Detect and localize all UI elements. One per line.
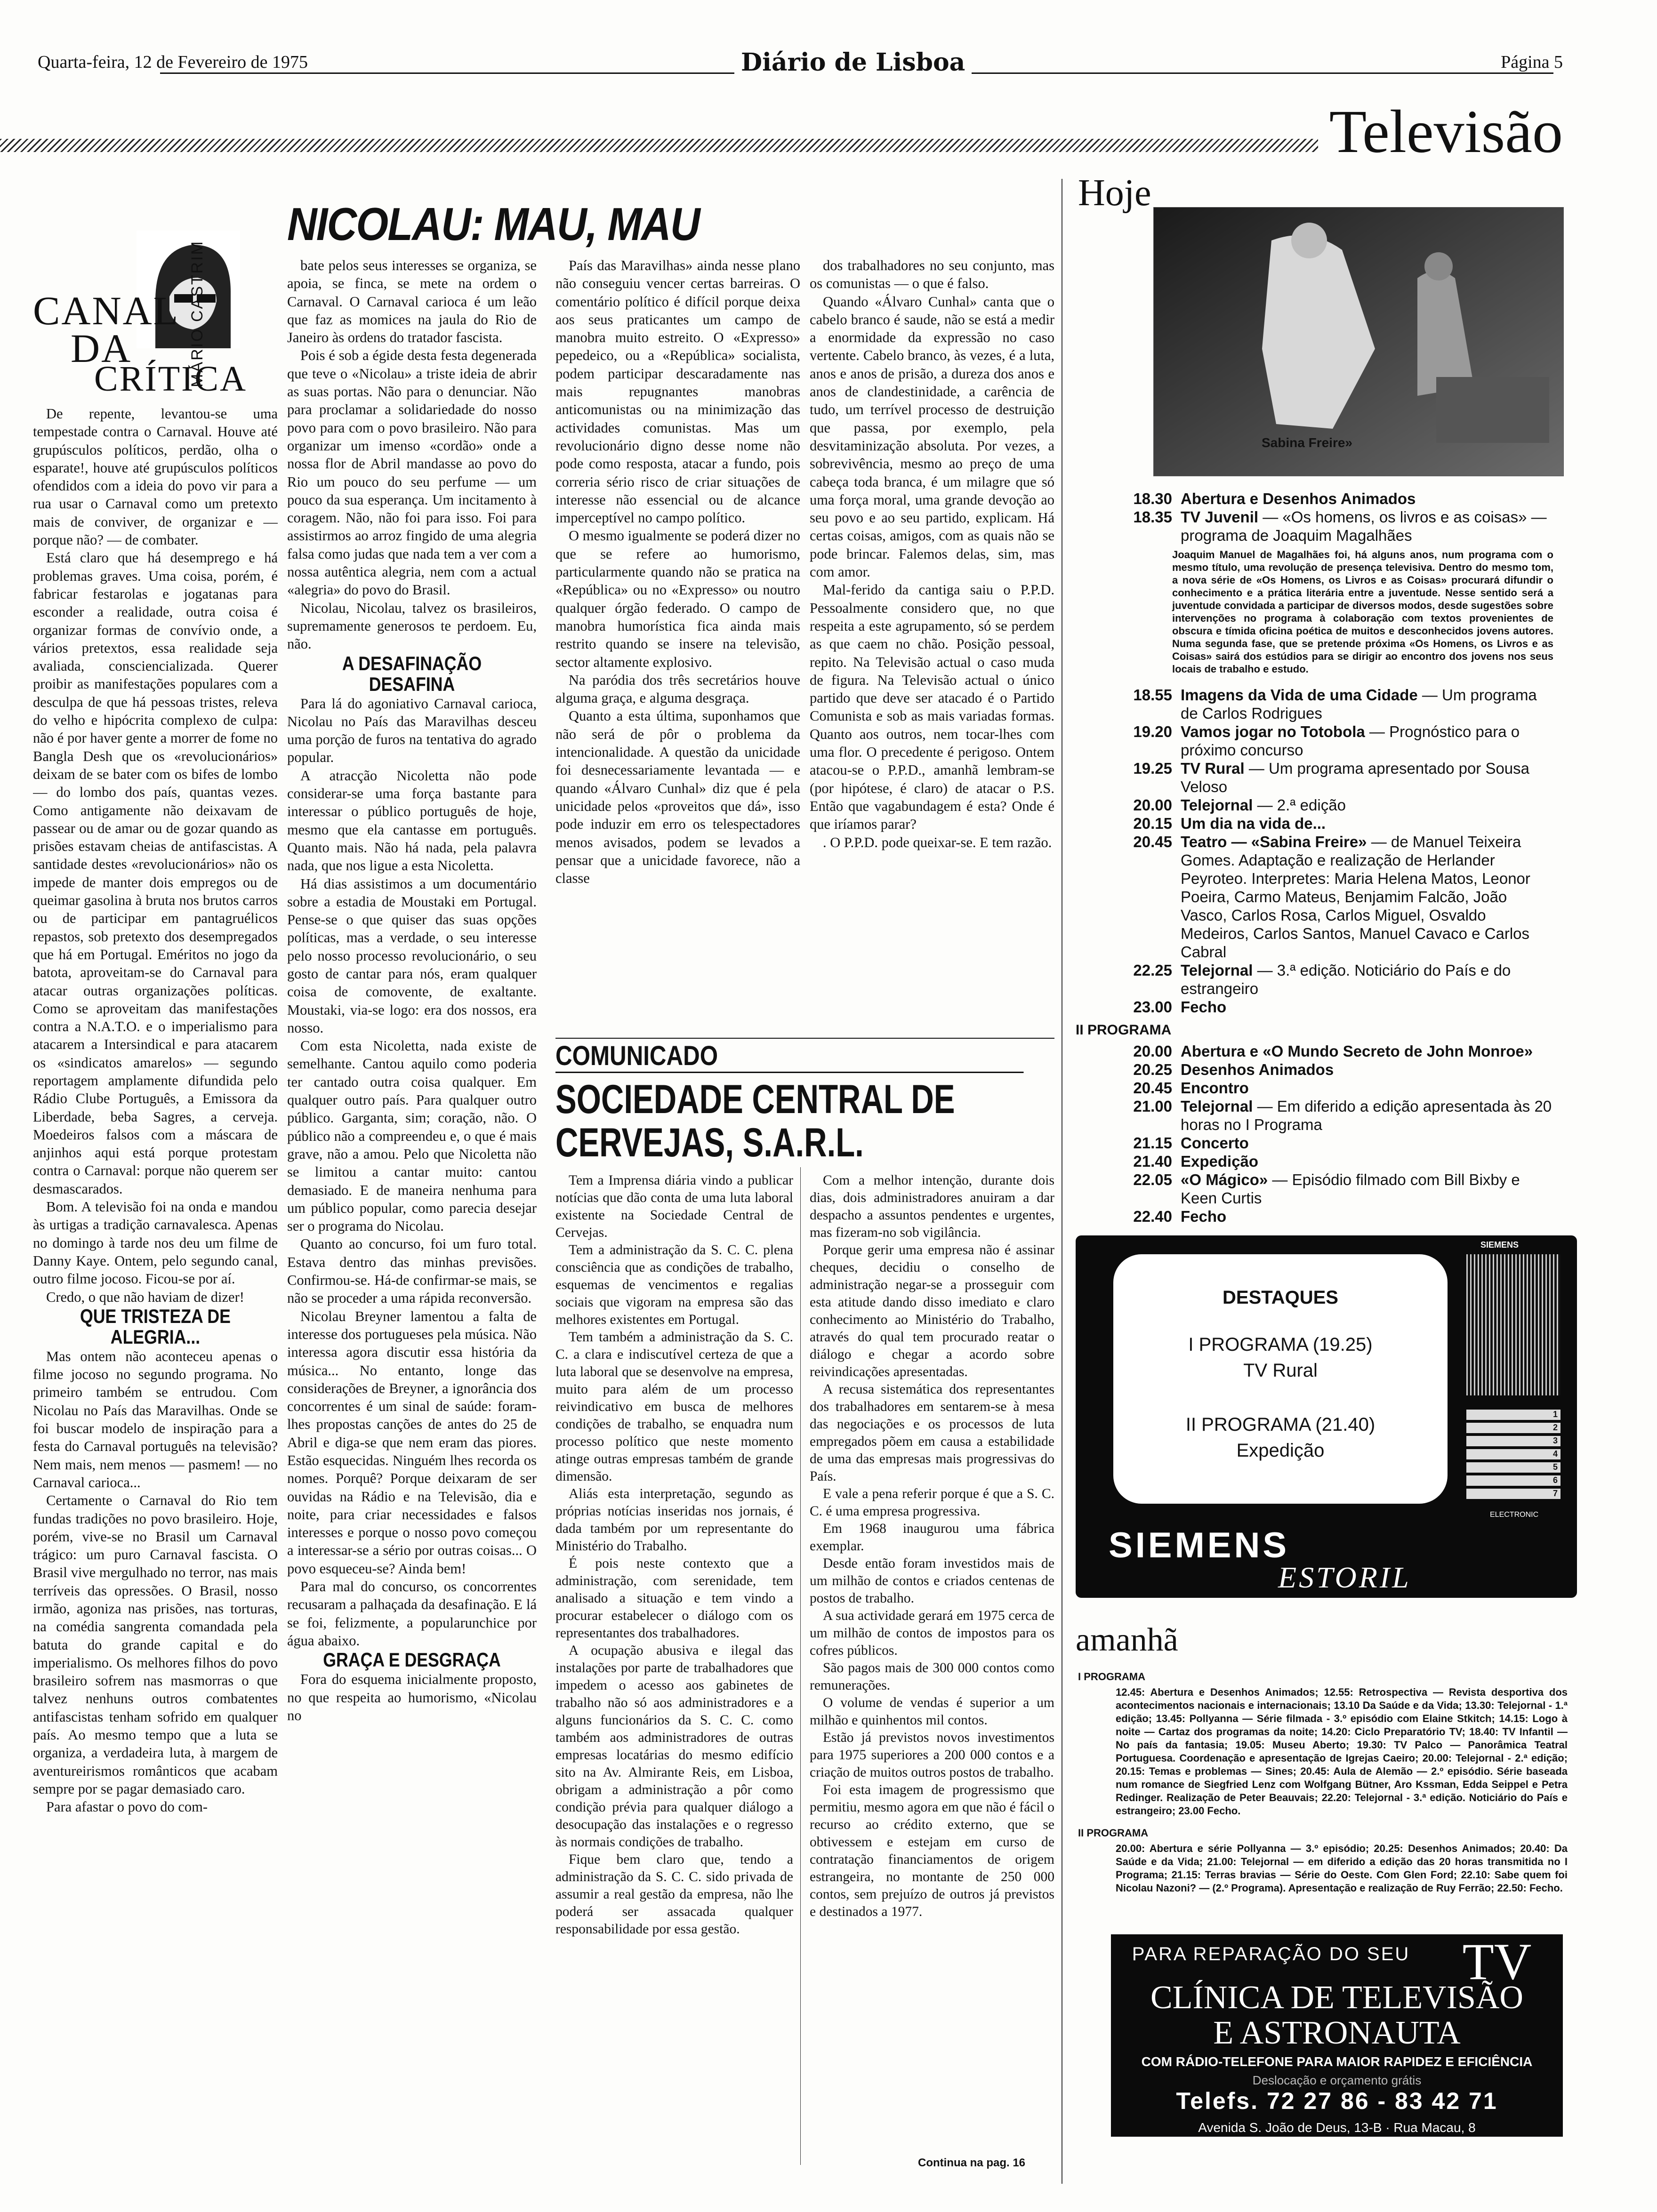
paragraph: Estão já previstos novos investimentos para 1975 superiores a 200 000 contos e a criação de muitos outros postos de trabalho. — [810, 1730, 1054, 1780]
paragraph: São pagos mais de 300 000 contos como remunerações. — [810, 1660, 1054, 1693]
page-number: Página 5 — [1494, 52, 1563, 72]
today-heading: Hoje — [1078, 172, 1151, 214]
schedule-row: 22.40 Fecho — [1133, 1208, 1227, 1225]
section-title: Televisão — [1329, 98, 1563, 166]
subhead-desafinacao: A DESAFINAÇÃO DESAFINA — [342, 652, 482, 695]
continued-note: Continua na pag. 16 — [918, 2156, 1026, 2169]
paragraph: Quanto ao concurso, foi um furo total. Estava dentro das minhas previsões. Confirmou-se. Há-de confirmar-se mais, se não se proceder a uma rápida reconversão. — [287, 1236, 537, 1306]
section-hatch-bar — [0, 139, 1318, 152]
photo-caption: Sabina Freire» — [1262, 435, 1352, 450]
highlight-2-show: Expedição — [1236, 1440, 1325, 1461]
article-headline: NICOLAU: MAU, MAU — [287, 198, 700, 250]
paragraph: Certamente o Carnaval do Rio tem fundas tradições no povo brasileiro. Hoje, porém, vive-se no Brasil um Carnaval trágico: um puro Carnaval fascista. O Brasil vive mergulhado no terror, nas mais terríveis das opressões. O Brasil, nosso irmão, agoniza nas prisões, nas torturas, na comédia sangrenta comandada pela batuta do grande capital e do imperialismo. Os melhores filhos do povo brasileiro sofrem nas masmorras o que talvez nenhuns outros combatentes antifascistas tenham sofrido em qualquer país. Ao mesmo tempo que a luta se organiza, a verdadeira luta, à margem de aventureirismos românticos que acabam sempre por se pagar demasiado caro. — [33, 1492, 278, 1797]
ad-radio-telephone: COM RÁDIO-TELEFONE PARA MAIOR RAPIDEZ E EFICIÊNCIA — [1141, 2054, 1533, 2069]
paragraph: Quando «Álvaro Cunhal» canta que o cabelo branco é saude, não se está a medir a enormidade da expressão no caso vertente. Cabelo branco, às vezes, é a luta, anos e anos de prisão, a dureza dos anos e anos de clandestinidade, a carência de tudo, um terrível processo de destruição que passa, por exemplo, pela desvitaminização absoluta. Por vezes, a sobrevivência, mesmo ao preço de uma cabeça toda branca, é um milagre que só uma força moral, uma grande devoção ao seu povo e ao seu partido, explicam. Há certas coisas, amigos, com as quais não se pode brincar. Falemos delas, sim, mas com amor. — [810, 293, 1054, 580]
highlight-2-program: II PROGRAMA (21.40) — [1185, 1414, 1375, 1435]
communique-column-a — [555, 1172, 793, 2170]
brand-word-da: DA — [71, 326, 132, 371]
brand-word-critica: CRÍTICA — [94, 359, 247, 399]
ad-tv-big: TV — [1462, 1933, 1532, 1990]
paragraph: Nicolau, Nicolau, talvez os brasileiros, supremamente generosos te perdoem. Eu, não. — [287, 600, 537, 652]
paragraph: A sua actividade gerará em 1975 cerca de um milhão de contos de impostos para os cofres públicos. — [810, 1608, 1054, 1658]
ad-phones: Telefs. 72 27 86 - 83 42 71 — [1176, 2088, 1498, 2114]
article-column-4 — [810, 256, 1054, 1014]
paragraph: Mal-ferido da cantiga saiu o P.P.D. Pessoalmente considero que, no que respeita a este agrupamento, só se perdem as que caem no chão. Posição pessoal, repito. Na Televisão actual o caso muda de figura. Na Televisão actual o único partido que deve ser atacado é o Partido Comunista e sob as mais variadas formas. Quanto aos outros, nem tocar-lhes com uma flor. O precedente é perigoso. Ontem atacou-se o P.P.D., amanhã lembram-se (por hipótese, é claro) de atacar o P.S. Então que vagabundagem é esta? Onde é que iríamos parar? — [810, 582, 1054, 833]
paragraph: E vale a pena referir porque é que a S. C. C. é uma empresa progressiva. — [810, 1486, 1054, 1519]
tv-dealer: ESTORIL — [1278, 1561, 1411, 1594]
paragraph: Tem a Imprensa diária vindo a publicar notícias que dão conta de uma luta laboral existente na Sociedade Central de Cervejas. — [555, 1173, 793, 1240]
speaker-grille — [1466, 1254, 1560, 1395]
schedule-row: 20.00 Telejornal — 2.ª edição — [1133, 796, 1346, 814]
communique-title: SOCIEDADE CENTRAL DE CERVEJAS, S.A.R.L. — [555, 1077, 955, 1165]
article-column-2 — [287, 256, 537, 2172]
schedule-row: 19.25 TV Rural — Um programa apresentado por Sousa Veloso — [1133, 760, 1530, 795]
tomorrow-schedule — [1078, 1666, 1568, 1895]
column-author: MÁRIO CASTRIM — [188, 240, 206, 387]
schedule-row: 20.25 Desenhos Animados — [1133, 1061, 1334, 1078]
paragraph: dos trabalhadores no seu conjunto, mas os comunistas — o que é falso. — [810, 257, 1054, 292]
schedule-row: 20.15 Um dia na vida de... — [1133, 815, 1326, 832]
paragraph: Com esta Nicoletta, nada existe de semelhante. Cantou aquilo como poderia ter cantado outra coisa qualquer. Em qualquer outro país. Para qualquer outro público. Garganta, sim; coração, não. O público não a compreendeu e, o que é mais grave, não a amou. Pelo que Nicoletta não se limitou a cantar muito: cantou demasiado. E de maneira nenhuma para um público popular, como parecia desejar ser o programa do Nicolau. — [287, 1038, 537, 1234]
schedule-row: 22.25 Telejornal — 3.ª edição. Noticiário do País e do estrangeiro — [1133, 962, 1511, 997]
paragraph: Quanto a esta última, suponhamos que não será de pôr o problema da intencionalidade. A questão da unicidade foi desnecessariamente levantada — e quando «Álvaro Cunhal» diz que é pela unicidade pelos «proveitos que dá», isso pode induzir em erro os telespectadores menos avisados, podem se levados a pensar que a unicidade favorece, não a classe — [555, 708, 800, 887]
paragraph: Tem também a administração da S. C. C. a clara e indiscutível certeza de que a luta laboral que se desenvolve na empresa, muito para além de um processo reivindicativo em busca de melhores condições de trabalho, se enquadra num processo político que neste momento atinge outras empresas também de grande dimensão. — [555, 1330, 793, 1484]
column-brand — [33, 231, 249, 400]
highlights-title: DESTAQUES — [1223, 1287, 1338, 1308]
subhead-graca: GRAÇA E DESGRAÇA — [323, 1649, 501, 1671]
brand-word-canal: CANAL — [33, 288, 180, 333]
paragraph: Foi esta imagem de progressismo que permitiu, mesmo agora em que não é fácil o recurso ao crédito externo, que se obtivessem e estejam em curso de contratação financiamentos de origem estrangeira, no montante de 250 000 contos, sem prejuízo de outros já previstos e destinados a 1977. — [810, 1782, 1054, 1919]
highlight-1-show: TV Rural — [1243, 1360, 1318, 1381]
ad-free-quote: Deslocação e orçamento grátis — [1252, 2073, 1422, 2087]
paragraph: Está claro que há desemprego e há problemas graves. Uma coisa, porém, é fabricar festarolas e jogatanas para esconder a realidade, outra coisa é organizar formas de convívio onde, a vários pretextos, essa realidade seja avaliada, consciencializada. Querer proibir as manifestações populares com a desculpa de que há pessoas tristes, releva do velho e hipócrita complexo de culpa: não é por haver gente a morrer de fome no Bangla Desh que os «revolucionários» deixam de se bater com os bifes de lombo — do lombo dos país, quantas vezes. Como antigamente não deixavam de passear ou de amar ou de gozar quando as prisões estavam cheias de antifascistas. A santidade destes «revolucionários» não os impede de manter dois empregos ou de queimar gasolina à bruta nos brutos carros ou de participar em pantagruélicos repastos, sob pretexto dos desempregados que há em Portugal. Eméritos no jogo da batota, aproveitam-se do Carnaval para atacar outras organizações políticas. Como se aproveitam das manifestações contra a N.A.T.O. e o imperialismo para atacarem a Intersindical e para atacarem os «sindicatos amarelos» — segundo reportagem amplamente difundida pelo Rádio Clube Português, a Emissora da Liberdade, beba Sagres, a cerveja. Moedeiros falsos com a máscara de anjinhos aqui está porque protestam contra o Carnaval: porque não querem ser desmascarados. — [33, 550, 278, 1197]
communique-label: COMUNICADO — [555, 1040, 1024, 1073]
schedule-row: 21.40 Expedição — [1133, 1153, 1259, 1170]
masthead — [38, 48, 1563, 80]
schedule-row: 21.15 Concerto — [1133, 1134, 1249, 1152]
channel-keys: 1 2 3 4 5 6 7 — [1466, 1410, 1560, 1502]
ad-clinic-name: CLÍNICA DE TELEVISÃO — [1150, 1980, 1523, 2016]
article-column-3 — [555, 256, 800, 1014]
communique-top-rule — [555, 1038, 1054, 1039]
paragraph: Desde então foram investidos mais de um milhão de contos e criados centenas de postos de trabalho. — [810, 1556, 1054, 1606]
schedule-row: 19.20 Vamos jogar no Totobola — Prognóstico para o próximo concurso — [1133, 723, 1520, 759]
tomorrow-second-program-label: II PROGRAMA — [1078, 1827, 1149, 1839]
ad-astronauta: E ASTRONAUTA — [1213, 2015, 1461, 2051]
communique-header — [555, 1040, 1045, 1164]
paragraph: Aliás esta interpretação, segundo as próprias notícias inseridas nos jornais, é dada também por um representante do Ministério do Trabalho. — [555, 1486, 793, 1554]
paragraph: Na paródia dos três secretários houve alguma graça, e alguma desgraça. — [555, 672, 800, 706]
paragraph: Credo, o que não haviam de dizer! — [46, 1289, 244, 1305]
paragraph: É pois neste contexto que a administração, com serenidade, tem analisado a situação e tem vindo a procurar estabelecer o diálogo com os representantes dos trabalhadores. — [555, 1556, 793, 1641]
tv-brand-small: SIEMENS — [1480, 1240, 1519, 1250]
paragraph: . O P.P.D. pode queixar-se. E tem razão. — [823, 834, 1052, 850]
paragraph: Porque gerir uma empresa não é assinar cheques, decidiu o conselho de administração negar-se a prosseguir com esta atitude dando disso imediato e claro conhecimento ao Ministério do Trabalho, através do qual tem procurado reatar o diálogo e chegar a acordo sobre reivindicações apresentadas. — [810, 1242, 1054, 1379]
juvenil-note: Joaquim Manuel de Magalhães foi, há alguns anos, num programa com o mesmo título, uma revolução de presença televisiva. Dentro do mesmo tom, a nova série de «Os Homens, os Livros e as Coisas» procurará difundir o conhecimento e a prática literária entre a juventude. Nesse sentido será a juventude convidada a participar de diversos modos, desde sugestões sobre intervenções no programa à colaboração com textos provenientes de obscura e tímida oficina poética de muitos e desconhecidos jovens autores. Numa segunda fase, que se pretende próxima «Os Homens, os Livros e as Coisas» sairá dos estúdios para se dirigir ao encontro dos jovens nos seus locais de trabalho e estudo. — [1172, 549, 1553, 675]
article-column-1 — [33, 405, 278, 2174]
paragraph: Mas ontem não aconteceu apenas o filme jocoso no segundo programa. No primeiro também se entrudou. Com Nicolau no País das Maravilhas. Onde se foi buscar modelo de inspiração para a festa do Carnaval português na televisão? Nem mais, nem menos — pasmem! — no Carnaval carioca... — [33, 1348, 278, 1491]
newspaper-name: Diário de Lisboa — [734, 48, 972, 77]
paragraph: Tem a administração da S. C. C. plena consciência que as condições de trabalho, esquemas de vencimentos e regalias sociais que vigoram na empresa são das melhores existentes em Portugal. — [555, 1242, 793, 1327]
schedule-row: 20.45 Teatro — «Sabina Freire» — de Manuel Teixeira Gomes. Adaptação e realização de Herlander Peyroteo. Interpretes: Maria Helena Matos, Leonor Poeira, Carmo Mateus, Benjamim Falcão, João Vasco, Carlos Rosa, Carlos Miguel, Osvaldo Medeiros, Carlos Santos, Manuel Cavaco e Carlos Cabral — [1133, 833, 1530, 961]
tomorrow-heading: amanhã — [1076, 1622, 1178, 1658]
ad-address: Avenida S. João de Deus, 13-B · Rua Macau, 8 — [1198, 2120, 1476, 2135]
paragraph: O volume de vendas é superior a um milhão e quinhentos mil contos. — [810, 1695, 1054, 1728]
paragraph: Fora do esquema inicialmente proposto, no que respeita ao humorismo, «Nicolau no — [287, 1671, 537, 1723]
paragraph: Para mal do concurso, os concorrentes recusaram a palhaçada da desafinação. E lá se foi, felizmente, a popularunchice por água abaixo. — [287, 1579, 537, 1649]
tomorrow-first-program: 12.45: Abertura e Desenhos Animados; 12.55: Retrospectiva — Revista desportiva dos acontecimentos nacionais e internacionais; 13.10 Da Saúde e da Vida; 13.30: Telejornal - 1.ª edição; 13.45: Pollyanna — Série filmada - 3.º episódio com Elaine Stkitch; 14.15: Logo à noite — Cartaz dos programas da noite; 14.20: Ciclo Preparatório TV; 18.40: TV Infantil — No país da fantasia; 19.05: Museu Aberto; 19.30: TV Palco — Panorâmica Teatral Portuguesa. Coordenação e apresentação de Igrejas Caeiro; 20.00: Telejornal - 2.ª edição; 20.15: Temas e problemas — Sines; 20.45: Aula de Alemão — 2.º episódio. Série baseada num romance de Siegfried Lenz com Wolfgang Bütner, Aro Kssman, Edda Seippel e Petra Redinger. Realização de Peter Beauvais; 22.20: Telejornal - 3.ª edição. Noticiário do País e estrangeiro; 23.00 Fecho. — [1116, 1686, 1568, 1817]
tv-screen-highlights — [1113, 1254, 1448, 1504]
paragraph: País das Maravilhas» ainda nesse plano não conseguiu vencer certas barreiras. O comentário político é difícil porque deixa aos seus praticantes um campo de manobra muito estreito. O «Expresso» pepedeico, ou a «República» socialista, podem participar descaradamente nas mais repugnantes manobras anticomunistas ou na minimização das actividades comunistas. Mas um revolucionário digno desse nome não pode como resposta, atacar a fundo, pois correria sério risco de criar situações de interesse não essencial ou de alcance imperceptível no campo político. — [555, 257, 800, 526]
paragraph: Nicolau Breyner lamentou a falta de interesse dos portugueses pela música. Não interessa agora discutir essa história da música... No entanto, longe das considerações de Breyner, a ignorância dos concorrentes é um sinal de saúde: foram-lhes propostas canções de antes do 25 de Abril e diga-se que nem eram das piores. Estão esquecidas. Ninguém lhes recorda os nomes. Porquê? Porque deixaram de ser ouvidas na Rádio e na Televisão, dia e noite, para criar necessidades e falsos interesses e porque o nosso povo começou a interessar-se a sério por outras coisas... O povo esqueceu-se? Ainda bem! — [287, 1308, 537, 1577]
paragraph: Há dias assistimos a um documentário sobre a estadia de Moustaki em Portugal. Pense-se o que quiser das suas opções políticas, mas a verdade, o seu interesse pelo nosso processo revolucionário, o seu gosto de cantar para nós, eram qualquer coisa de comovente, de exaltante. Moustaki, via-se logo: era dos nossos, era nosso. — [287, 875, 537, 1036]
column-divider-communique — [800, 1167, 801, 2165]
issue-date: Quarta-feira, 12 de Fevereiro de 1975 — [38, 52, 308, 72]
tv-repair-advert — [1111, 1934, 1563, 2137]
paragraph: A ocupação abusiva e ilegal das instalações por parte de trabalhadores que impedem o acesso aos gabinetes de trabalho não só aos administradores e a alguns funcionários da S. C. C. como também aos administradores de outras empresas locatárias do mesmo edifício sito na Av. Almirante Reis, em Lisboa, obrigam a administração a pôr como condição prévia para qualquer diálogo a desocupação das instalações e o regresso às normais condições de trabalho. — [555, 1643, 793, 1850]
schedule-row: 20.45 Encontro — [1133, 1079, 1249, 1097]
highlight-1-program: I PROGRAMA (19.25) — [1188, 1334, 1373, 1355]
tv-electronic-label: ELECTRONIC — [1490, 1511, 1539, 1519]
paragraph: De repente, levantou-se uma tempestade contra o Carnaval. Houve até grupúsculos políticos, perdão, olha o esparate!, houve até grupúsculos políticos ofendidos com a ideia do povo vir para a rua usar o Carnaval como um pretexto mais de conviver, de organizar e — porque não? — de combater. — [33, 406, 278, 548]
second-program-label: II PROGRAMA — [1076, 1022, 1172, 1038]
paragraph: A recusa sistemática dos representantes dos trabalhadores em sentarem-se à mesa das negociações e os processos de luta empregados põem em causa a estabilidade de uma das empresas mais progressivas do País. — [810, 1382, 1054, 1484]
paragraph: O mesmo igualmente se poderá dizer no que se refere ao humorismo, particularmente quando não se pratica na «República» ou no «Expresso» ou noutro qualquer órgão federado. O campo de manobra humorística fica ainda mais restrito quando se insere na televisão, sector altamente explosivo. — [555, 528, 800, 670]
schedule-row: 20.00 Abertura e «O Mundo Secreto de John Monroe» — [1133, 1042, 1533, 1060]
paragraph: Para lá do agoniativo Carnaval carioca, Nicolau no País das Maravilhas desceu uma porção de furos na tentativa do agrado popular. — [287, 695, 537, 766]
paragraph: Em 1968 inaugurou uma fábrica exemplar. — [810, 1521, 1054, 1554]
tv-brand: SIEMENS — [1109, 1525, 1290, 1565]
ad-line-1: PARA REPARAÇÃO DO SEU — [1132, 1944, 1410, 1964]
paragraph: Para afastar o povo do com- — [46, 1799, 208, 1815]
schedule-row: 21.00 Telejornal — Em diferido a edição apresentada às 20 horas no I Programa — [1133, 1098, 1552, 1133]
schedule-row: 18.35 TV Juvenil — «Os homens, os livros e as coisas» — programa de Joaquim Magalhães — [1133, 508, 1547, 544]
paragraph: Pois é sob a égide desta festa degenerada que teve o «Nicolau» a triste ideia de abrir as suas portas. Não para o denunciar. Não para proclamar a solidariedade do nosso povo para com o povo brasileiro. Não para organizar um imenso «cordão» onde a nossa flor de Abril mandasse ao povo do Rio um pouco do seu perfume — um pouco da sua esperança. Um incitamento à coragem. Não, não foi para isso. Foi para assistirmos ao arroz fingido de uma alegria falsa como judas que nada tem a ver com a nossa autêntica alegria, nem com a actual «alegria» do povo do Brasil. — [287, 347, 537, 598]
program-photo — [1153, 207, 1564, 476]
schedule-row: 18.30 Abertura e Desenhos Animados — [1133, 490, 1416, 507]
tomorrow-first-program-label: I PROGRAMA — [1078, 1671, 1145, 1683]
schedule-row: 18.55 Imagens da Vida de uma Cidade — Um programa de Carlos Rodrigues — [1133, 686, 1537, 722]
paragraph: Bom. A televisão foi na onda e mandou às urtigas a tradição carnavalesca. Apenas no domingo à tarde nos deu um filme de Danny Kaye. Ontem, pelo segundo canal, outro filme jocoso. Ficou-se por aí. — [33, 1199, 278, 1287]
paragraph: Fique bem claro que, tendo a administração da S. C. C. sido privada de assumir a real gestão da empresa, não lhe poderá ser assacada qualquer responsabilidade por essa gestão. — [555, 1852, 793, 1937]
schedule-row: 23.00 Fecho — [1133, 998, 1227, 1016]
tomorrow-second-program: 20.00: Abertura e série Pollyanna — 3.º episódio; 20.25: Desenhos Animados; 20.40: Da Saúde e da Vida; 21.00: Telejornal — em diferido a edição das 20 horas transmitida no I Programa; 21.15: Terras bravias — Série do Oeste. Com Glen Ford; 22.10: Sabe quem foi Nicolau Nazoni? — (2.º Programa). Apresentação e realização de Ruy Ferrão; 22.50: Fecho. — [1116, 1843, 1568, 1894]
paragraph: bate pelos seus interesses se organiza, se apoia, se finca, se mete na ordem o Carnaval. O Carnaval carioca é um leão que faz as momices na jaula do Rio de Janeiro às ordens do tratador fascista. — [287, 257, 537, 346]
paragraph: Com a melhor intenção, durante dois dias, dois administradores anuiram a dar despacho a assuntos pendentes e urgentes, mas fizeram-no sob vigilância. — [810, 1173, 1054, 1240]
siemens-tv-advert — [1076, 1235, 1577, 1598]
paragraph: A atracção Nicoletta não pode considerar-se uma força bastante para interessar o público português de hoje, mesmo que ela cantasse em português. Quanto mais. Não há nada, pela palavra nada, que nos ligue a esta Nicoletta. — [287, 767, 537, 874]
schedule-row: 22.05 «O Mágico» — Episódio filmado com Bill Bixby e Keen Curtis — [1133, 1171, 1520, 1207]
today-schedule — [1076, 489, 1553, 1226]
subhead-tristeza: QUE TRISTEZA DE ALEGRIA... — [80, 1305, 231, 1348]
communique-column-b — [810, 1172, 1054, 2151]
